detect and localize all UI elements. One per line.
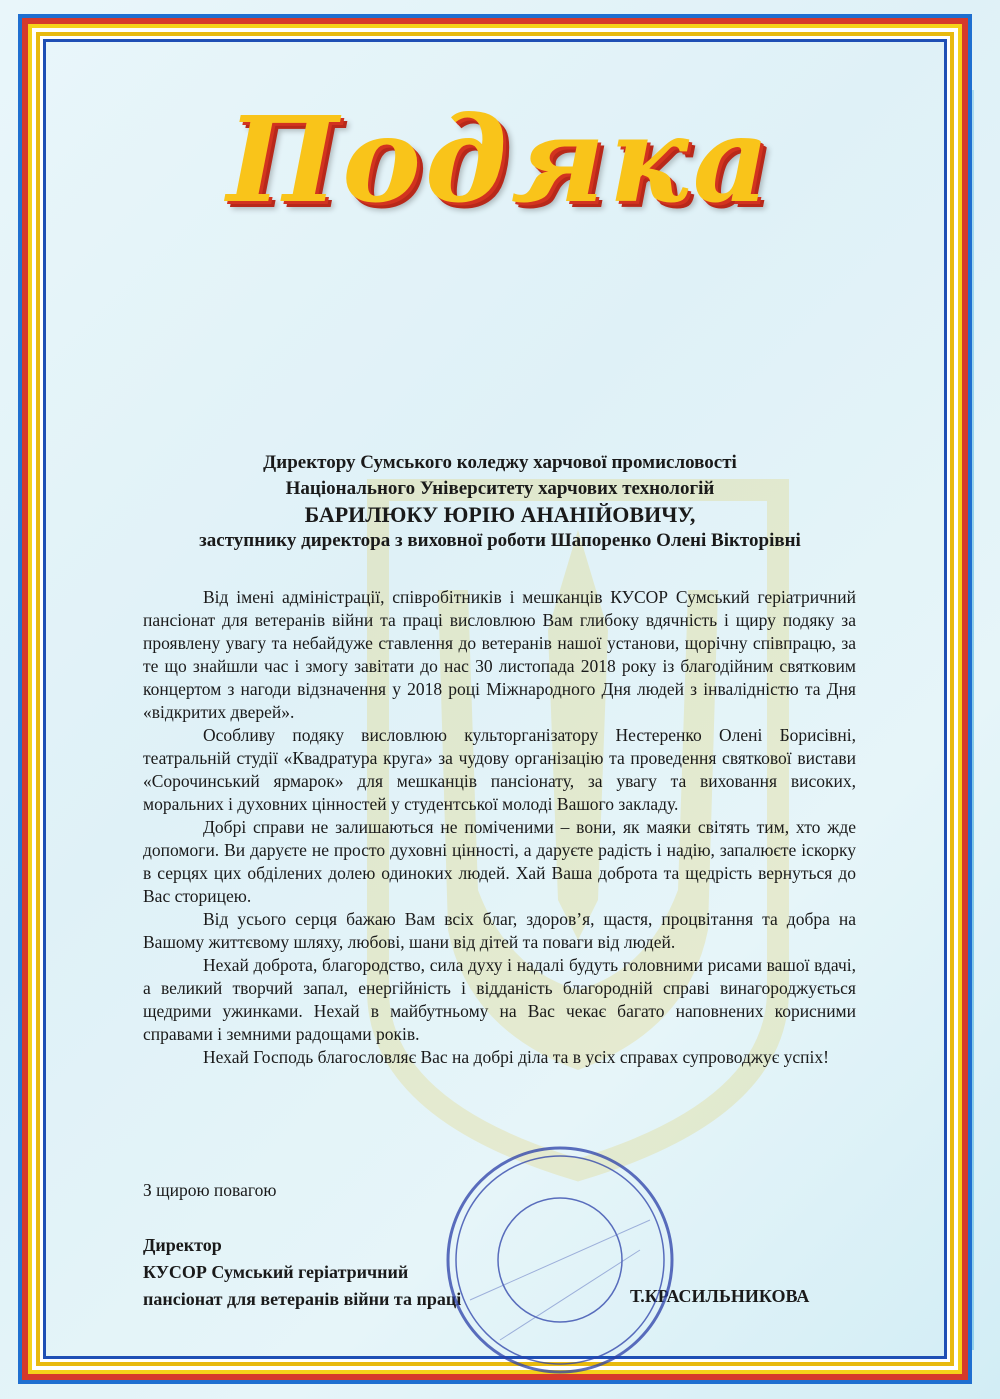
page-title: Подяка: [226, 90, 774, 229]
signer-title: Директор: [143, 1235, 222, 1255]
addressee-heading: [100, 450, 900, 554]
paragraph: Від імені адміністрації, співробітників і мешканців КУСОР Сумський геріатричний пансіонат для ветеранів війни та праці висловлюю Вам глибоку вдячність і щиру подяку за проявлену увагу та небайдуже ставлення до ветеранів нашої установи, щорічну співпрацю, за те що знайшли час і змогу завітати до нас 30 листопада 2018 року із благодійним святковим концертом з нагоди відзначення у 2018 році Міжнародного Дня людей з інвалідністю та Дня «відкритих дверей».: [143, 587, 856, 722]
paragraph: Нехай Господь благословляє Вас на добрі діла та в усіх справах супроводжує успіх!: [203, 1047, 829, 1067]
paragraph: Особливу подяку висловлюю культорганізатору Нестеренко Олені Борисівні, театральній студії «Квадратура круга» за чудову організацію та проведення святкової вистави «Сорочинський ярмарок» для мешканців пансіонату, за увагу та виховання високих, моральних і духовних цінностей у студентської молоді Вашого закладу.: [143, 725, 856, 814]
signer-name: Т.КРАСИЛЬНИКОВА: [630, 1286, 810, 1306]
paragraph: Нехай доброта, благородство, сила духу і надалі будуть головними рисами вашої вдачі, а великий творчий запал, енергійність і відданість благородній справі винагороджується щедрими ужинками. Нехай в майбутньому на Вас чекає багато наповнених корисними справами і земними радощами років.: [143, 955, 856, 1044]
signer-org: КУСОР Сумський геріатричний: [143, 1262, 409, 1282]
addressee-line: Директору Сумського коледжу харчової промисловості: [263, 452, 737, 473]
signer-org: пансіонат для ветеранів війни та праці: [143, 1289, 462, 1309]
letter-body: [143, 586, 856, 1069]
addressee-name: БАРИЛЮКУ ЮРІЮ АНАНІЙОВИЧУ,: [304, 502, 696, 527]
signature-block: [143, 1232, 461, 1313]
paragraph: Від усього серця бажаю Вам всіх благ, здоров’я, щастя, процвітання та добра на Вашому життєвому шляху, любові, шани від дітей та поваги від людей.: [143, 909, 856, 952]
closing-regards: З щирою повагою: [143, 1180, 277, 1200]
addressee-line: заступнику директора з виховної роботи Шапоренко Олені Вікторівні: [199, 530, 801, 551]
official-stamp-icon: [440, 1140, 680, 1380]
paragraph: Добрі справи не залишаються не поміченими – вони, як маяки світять тим, хто жде допомоги. Ви даруєте не просто духовні цінності, а даруєте радість і надію, запалюєте іскорку в серцях цих обділених долею одиноких людей. Хай Ваша доброта та щедрість вернуться до Вас сторицею.: [143, 817, 856, 906]
addressee-line: Національного Університету харчових технологій: [285, 478, 715, 499]
